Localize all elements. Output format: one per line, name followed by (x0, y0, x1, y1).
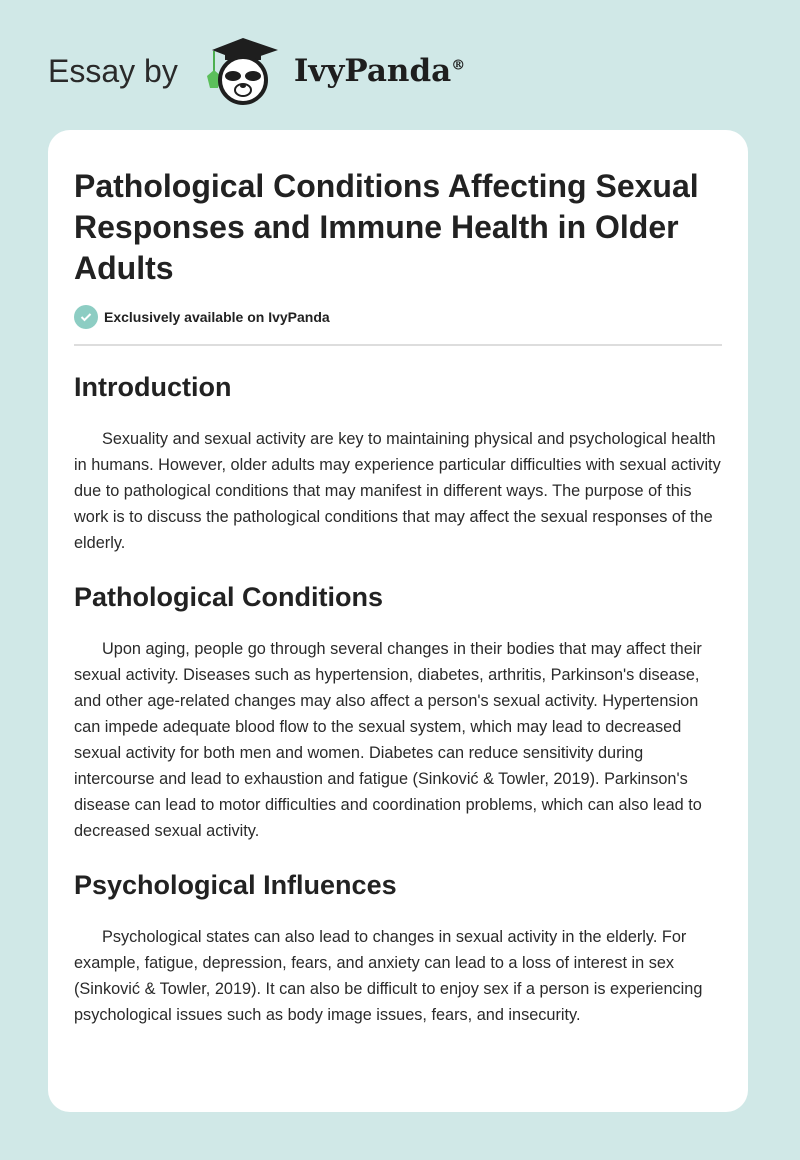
essay-title: Pathological Conditions Affecting Sexual Responses and Immune Health in Older Adults (74, 168, 699, 286)
essay-card (48, 130, 748, 1112)
section-paragraph: Psychological states can also lead to changes in sexual activity in the elderly. For example, fatigue, depression, fears, and anxiety can lead to a loss of interest in sex (Sinković & Towler, 2019). It can also be difficult to enjoy sex if a person is experiencing psychological issues such as body image issues, fears, and insecurity. (74, 928, 703, 1024)
section-heading: Pathological Conditions (74, 582, 383, 612)
registered-mark: ® (451, 57, 466, 74)
panda-logo-icon[interactable] (198, 36, 288, 106)
check-icon (74, 305, 98, 329)
divider (74, 344, 722, 346)
brand-text: IvyPanda (293, 53, 452, 89)
brand-name[interactable] (294, 53, 465, 89)
section-heading: Psychological Influences (74, 870, 397, 900)
exclusive-badge (74, 305, 722, 329)
site-header (48, 36, 465, 106)
badge-text: Exclusively available on IvyPanda (104, 309, 330, 325)
essay-by-label: Essay by (48, 52, 178, 89)
section-paragraph: Upon aging, people go through several changes in their bodies that may affect their sexual activity. Diseases such as hypertension, diabetes, arthritis, Parkinson's disease, and other age-related changes may also affect a person's sexual activity. Hypertension can impede adequate blood flow to the sexual system, which may lead to decreased sexual activity for both men and women. Diabetes can reduce sensitivity during intercourse and lead to exhaustion and fatigue (Sinković & Towler, 2019). Parkinson's disease can lead to motor difficulties and coordination problems, which can also lead to decreased sexual activity. (74, 640, 702, 840)
section-heading: Introduction (74, 372, 232, 402)
section-paragraph: Sexuality and sexual activity are key to maintaining physical and psychological health in humans. However, older adults may experience particular difficulties with sexual activity due to pathological conditions that may manifest in different ways. The purpose of this work is to discuss the pathological conditions that may affect the sexual responses of the elderly. (74, 430, 721, 552)
